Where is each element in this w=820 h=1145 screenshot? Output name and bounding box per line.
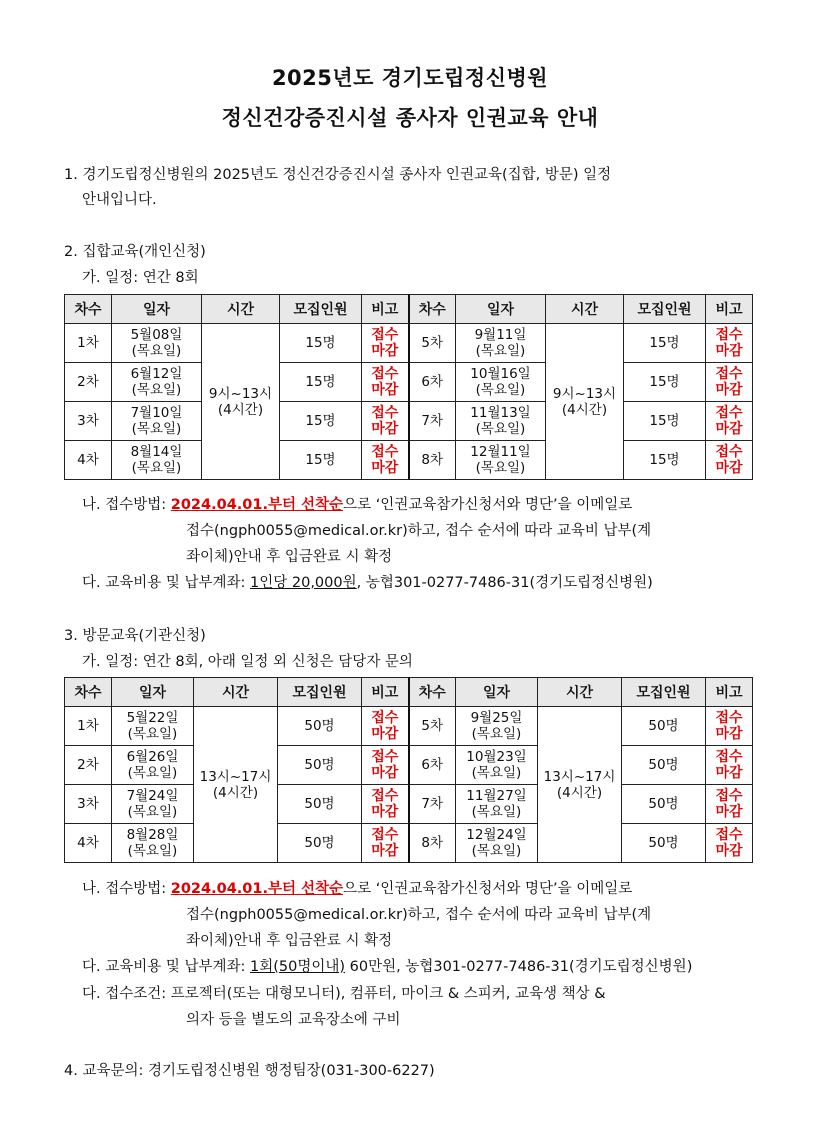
- status-text-2: 마감: [715, 460, 743, 476]
- capacity-cell: 15명: [280, 441, 362, 480]
- status-text-2: 마감: [715, 726, 743, 742]
- date-weekday: (목요일): [127, 765, 178, 781]
- status-closed: [706, 785, 753, 824]
- date-cell: [112, 824, 194, 863]
- time-cell: [546, 324, 624, 480]
- status-text-1: 접수: [715, 827, 743, 843]
- capacity-cell: 50명: [278, 785, 362, 824]
- status-text-2: 마감: [371, 726, 399, 742]
- capacity-cell: 15명: [624, 324, 706, 363]
- date-month: 9월11일: [474, 327, 527, 343]
- header-note: 비고: [362, 295, 409, 324]
- status-text-2: 마감: [715, 843, 743, 859]
- time-range: 13시~17시: [199, 768, 272, 785]
- capacity-cell: 50명: [622, 785, 706, 824]
- status-text-1: 접수: [715, 366, 743, 382]
- method-highlight: 2024.04.01.부터 선착순: [170, 881, 344, 897]
- date-month: 6월26일: [126, 749, 179, 765]
- status-closed: [362, 785, 409, 824]
- fee-account: , 농협301-0277-7486-31(경기도립정신병원): [356, 575, 653, 591]
- date-month: 10월16일: [470, 366, 531, 382]
- date-weekday: (목요일): [475, 460, 526, 476]
- date-weekday: (목요일): [131, 421, 182, 437]
- date-cell: [456, 324, 546, 363]
- capacity-cell: 50명: [622, 707, 706, 746]
- date-weekday: (목요일): [471, 843, 522, 859]
- date-cell: [456, 402, 546, 441]
- date-month: 11월13일: [470, 405, 531, 421]
- status-closed: [362, 824, 409, 863]
- header-time: 시간: [202, 295, 280, 324]
- status-text-1: 접수: [371, 444, 399, 460]
- round-cell: 5차: [409, 324, 456, 363]
- header-date: 일자: [112, 678, 194, 707]
- header-date: 일자: [456, 295, 546, 324]
- table-row: [65, 363, 753, 402]
- method-highlight: 2024.04.01.부터 선착순: [170, 497, 344, 513]
- status-text-1: 접수: [371, 710, 399, 726]
- fee-label: 다. 교육비용 및 납부계좌:: [82, 959, 251, 975]
- section3-schedule-label: 가. 일정: 연간 8회, 아래 일정 외 신청은 담당자 문의: [82, 654, 413, 670]
- round-cell: 1차: [65, 707, 112, 746]
- date-month: 8월14일: [130, 444, 183, 460]
- fee-account: 60만원, 농협301-0277-7486-31(경기도립정신병원): [345, 959, 693, 975]
- round-cell: 4차: [65, 824, 112, 863]
- status-text-1: 접수: [371, 788, 399, 804]
- header-round: 차수: [409, 678, 456, 707]
- status-text-2: 마감: [371, 343, 399, 359]
- header-capacity: 모집인원: [622, 678, 706, 707]
- header-capacity: 모집인원: [280, 295, 362, 324]
- section2-heading: 2. 집합교육(개인신청): [64, 244, 206, 260]
- status-text-1: 접수: [715, 327, 743, 343]
- date-month: 10월23일: [466, 749, 527, 765]
- date-cell: [456, 363, 546, 402]
- table-header-row: [65, 295, 753, 324]
- fee-amount: 1인당 20,000원: [250, 575, 357, 591]
- section3-heading: 3. 방문교육(기관신청): [64, 628, 206, 644]
- round-cell: 6차: [409, 363, 456, 402]
- round-cell: 7차: [409, 402, 456, 441]
- time-cell: [202, 324, 280, 480]
- fee-label: 다. 교육비용 및 납부계좌:: [82, 575, 251, 591]
- date-weekday: (목요일): [475, 421, 526, 437]
- header-capacity: 모집인원: [624, 295, 706, 324]
- date-weekday: (목요일): [131, 460, 182, 476]
- date-month: 5월08일: [130, 327, 183, 343]
- date-cell: [112, 707, 194, 746]
- capacity-cell: 15명: [280, 402, 362, 441]
- status-closed: [362, 402, 409, 441]
- date-weekday: (목요일): [127, 726, 178, 742]
- section2-fee: [82, 571, 653, 592]
- date-cell: [112, 785, 194, 824]
- round-cell: 6차: [409, 746, 456, 785]
- header-note: 비고: [362, 678, 409, 707]
- capacity-cell: 50명: [278, 746, 362, 785]
- time-range: 9시~13시: [208, 385, 273, 402]
- intro-line1: 1. 경기도립정신병원의 2025년도 정신건강증진시설 종사자 인권교육(집합, 방문) 일정: [64, 167, 612, 183]
- capacity-cell: 50명: [622, 824, 706, 863]
- table-row: [65, 707, 753, 746]
- status-closed: [706, 324, 753, 363]
- section3-fee: [82, 955, 692, 976]
- table-row: [65, 746, 753, 785]
- date-cell: [112, 324, 202, 363]
- status-text-1: 접수: [371, 749, 399, 765]
- date-weekday: (목요일): [475, 382, 526, 398]
- header-time: 시간: [194, 678, 278, 707]
- date-weekday: (목요일): [475, 343, 526, 359]
- header-date: 일자: [456, 678, 538, 707]
- date-month: 6월12일: [130, 366, 183, 382]
- status-text-2: 마감: [715, 765, 743, 781]
- status-closed: [706, 441, 753, 480]
- date-cell: [456, 824, 538, 863]
- date-weekday: (목요일): [131, 382, 182, 398]
- round-cell: 2차: [65, 746, 112, 785]
- status-closed: [706, 824, 753, 863]
- date-cell: [456, 707, 538, 746]
- status-closed: [706, 707, 753, 746]
- round-cell: 5차: [409, 707, 456, 746]
- header-time: 시간: [538, 678, 622, 707]
- status-closed: [706, 402, 753, 441]
- round-cell: 3차: [65, 402, 112, 441]
- status-text-2: 마감: [371, 804, 399, 820]
- section3-method-line1: [82, 877, 632, 898]
- section2-method-line2: 접수(ngph0055@medical.or.kr)하고, 접수 순서에 따라 교육비 납부(계: [186, 523, 652, 539]
- method-text: 으로 ‘인권교육참가신청서와 명단’을 이메일로: [343, 497, 633, 513]
- header-time: 시간: [546, 295, 624, 324]
- table-row: [65, 824, 753, 863]
- date-weekday: (목요일): [471, 804, 522, 820]
- header-round: 차수: [65, 295, 112, 324]
- status-closed: [706, 363, 753, 402]
- capacity-cell: 15명: [624, 441, 706, 480]
- round-cell: 8차: [409, 824, 456, 863]
- time-duration: (4시간): [212, 784, 259, 801]
- group-education-schedule-table: [64, 294, 753, 480]
- time-range: 9시~13시: [552, 385, 617, 402]
- capacity-cell: 15명: [280, 363, 362, 402]
- date-month: 7월10일: [130, 405, 183, 421]
- date-weekday: (목요일): [471, 765, 522, 781]
- date-cell: [112, 363, 202, 402]
- fee-amount: 1회(50명이내): [250, 959, 346, 975]
- date-month: 5월22일: [126, 710, 179, 726]
- date-cell: [456, 441, 546, 480]
- status-text-2: 마감: [371, 382, 399, 398]
- time-duration: (4시간): [561, 401, 608, 418]
- status-text-2: 마감: [715, 382, 743, 398]
- status-text-2: 마감: [715, 343, 743, 359]
- round-cell: 7차: [409, 785, 456, 824]
- table-row: [65, 441, 753, 480]
- capacity-cell: 50명: [278, 707, 362, 746]
- status-text-1: 접수: [715, 788, 743, 804]
- capacity-cell: 15명: [624, 402, 706, 441]
- round-cell: 4차: [65, 441, 112, 480]
- section2-method-line3: 좌이체)안내 후 입금완료 시 확정: [186, 549, 393, 565]
- status-closed: [362, 707, 409, 746]
- date-cell: [456, 746, 538, 785]
- section2-method-line1: [82, 493, 632, 514]
- status-text-2: 마감: [371, 460, 399, 476]
- date-month: 8월28일: [126, 827, 179, 843]
- status-text-2: 마감: [371, 765, 399, 781]
- header-note: 비고: [706, 295, 753, 324]
- time-cell: [194, 707, 278, 863]
- contact-info: 4. 교육문의: 경기도립정신병원 행정팀장(031-300-6227): [64, 1063, 435, 1079]
- capacity-cell: 50명: [622, 746, 706, 785]
- capacity-cell: 15명: [280, 324, 362, 363]
- method-label: 나. 접수방법:: [82, 881, 171, 897]
- method-label: 나. 접수방법:: [82, 497, 171, 513]
- header-note: 비고: [706, 678, 753, 707]
- date-cell: [112, 746, 194, 785]
- document-title-line1: 2025년도 경기도립정신병원: [271, 66, 549, 90]
- date-weekday: (목요일): [127, 804, 178, 820]
- status-text-1: 접수: [715, 405, 743, 421]
- date-cell: [112, 402, 202, 441]
- status-text-2: 마감: [371, 421, 399, 437]
- status-text-1: 접수: [715, 444, 743, 460]
- time-range: 13시~17시: [543, 768, 616, 785]
- date-weekday: (목요일): [131, 343, 182, 359]
- date-month: 12월24일: [466, 827, 527, 843]
- date-cell: [112, 441, 202, 480]
- round-cell: 8차: [409, 441, 456, 480]
- status-closed: [362, 441, 409, 480]
- status-closed: [706, 746, 753, 785]
- round-cell: 2차: [65, 363, 112, 402]
- intro-line2: 안내입니다.: [82, 192, 157, 208]
- date-month: 12월11일: [470, 444, 531, 460]
- status-text-1: 접수: [371, 827, 399, 843]
- date-month: 7월24일: [126, 788, 179, 804]
- status-text-1: 접수: [715, 749, 743, 765]
- table-row: [65, 402, 753, 441]
- status-text-2: 마감: [715, 421, 743, 437]
- method-text: 으로 ‘인권교육참가신청서와 명단’을 이메일로: [343, 881, 633, 897]
- status-text-2: 마감: [371, 843, 399, 859]
- section2-schedule-label: 가. 일정: 연간 8회: [82, 270, 199, 286]
- visit-education-schedule-table: [64, 677, 753, 863]
- date-weekday: (목요일): [471, 726, 522, 742]
- status-text-1: 접수: [371, 405, 399, 421]
- section3-method-line2: 접수(ngph0055@medical.or.kr)하고, 접수 순서에 따라 교육비 납부(계: [186, 907, 652, 923]
- table-header-row: [65, 678, 753, 707]
- status-text-2: 마감: [715, 804, 743, 820]
- time-duration: (4시간): [217, 401, 264, 418]
- status-closed: [362, 324, 409, 363]
- header-round: 차수: [65, 678, 112, 707]
- date-weekday: (목요일): [127, 843, 178, 859]
- status-closed: [362, 746, 409, 785]
- status-text-1: 접수: [371, 327, 399, 343]
- round-cell: 3차: [65, 785, 112, 824]
- table-row: [65, 324, 753, 363]
- date-month: 9월25일: [470, 710, 523, 726]
- header-round: 차수: [409, 295, 456, 324]
- capacity-cell: 50명: [278, 824, 362, 863]
- section3-condition-line1: 다. 접수조건: 프로젝터(또는 대형모니터), 컴퓨터, 마이크 & 스피커, 교육생 책상 &: [82, 986, 606, 1002]
- date-cell: [456, 785, 538, 824]
- time-cell: [538, 707, 622, 863]
- table-row: [65, 785, 753, 824]
- section3-condition-line2: 의자 등을 별도의 교육장소에 구비: [186, 1012, 401, 1028]
- status-text-1: 접수: [715, 710, 743, 726]
- status-text-1: 접수: [371, 366, 399, 382]
- capacity-cell: 15명: [624, 363, 706, 402]
- date-month: 11월27일: [466, 788, 527, 804]
- header-capacity: 모집인원: [278, 678, 362, 707]
- section3-method-line3: 좌이체)안내 후 입금완료 시 확정: [186, 933, 393, 949]
- header-date: 일자: [112, 295, 202, 324]
- time-duration: (4시간): [556, 784, 603, 801]
- round-cell: 1차: [65, 324, 112, 363]
- document-title-line2: 정신건강증진시설 종사자 인권교육 안내: [221, 106, 599, 130]
- status-closed: [362, 363, 409, 402]
